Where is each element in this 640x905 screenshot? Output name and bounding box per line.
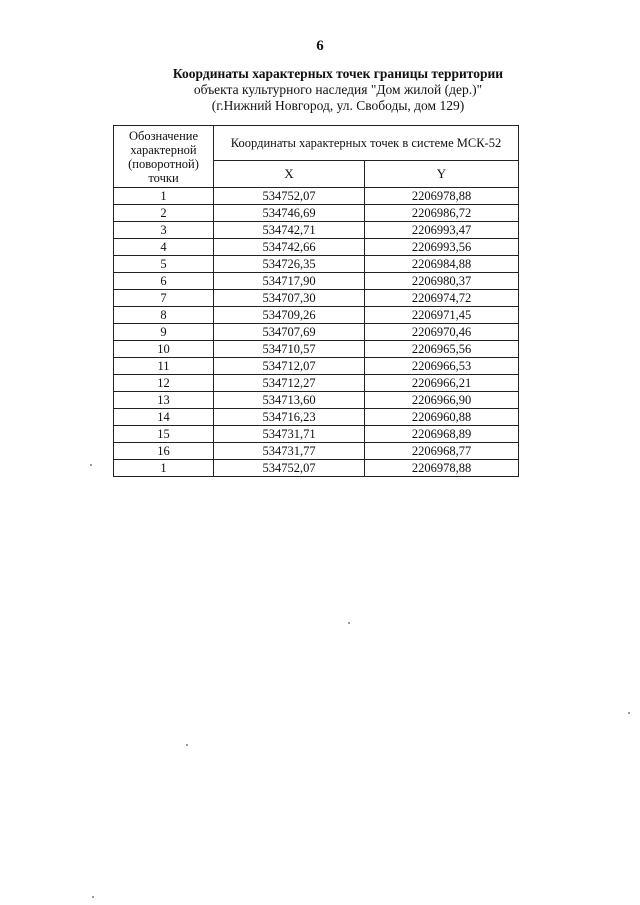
coordinate-system-header: Координаты характерных точек в системе МСК-52	[214, 126, 519, 161]
x-coordinate-cell: 534742,66	[214, 239, 365, 256]
point-number-cell: 3	[114, 222, 214, 239]
y-coordinate-cell: 2206970,46	[365, 324, 519, 341]
x-coordinate-cell: 534726,35	[214, 256, 365, 273]
scan-speck	[186, 744, 188, 746]
point-header-line: (поворотной)	[128, 156, 199, 171]
point-number-cell: 2	[114, 205, 214, 222]
coordinates-table	[113, 125, 519, 477]
document-heading	[0, 66, 640, 114]
y-coordinate-cell: 2206984,88	[365, 256, 519, 273]
x-coordinate-cell: 534717,90	[214, 273, 365, 290]
page-number: 6	[316, 38, 324, 54]
table-row	[114, 290, 519, 307]
point-number-cell: 5	[114, 256, 214, 273]
heading-address: (г.Нижний Новгород, ул. Свободы, дом 129)	[211, 98, 465, 113]
x-coordinate-cell: 534709,26	[214, 307, 365, 324]
x-coordinate-cell: 534752,07	[214, 460, 365, 477]
point-column-header	[114, 126, 214, 188]
table-row	[114, 222, 519, 239]
point-number-cell: 10	[114, 341, 214, 358]
point-number-cell: 13	[114, 392, 214, 409]
table-row	[114, 375, 519, 392]
y-coordinate-cell: 2206980,37	[365, 273, 519, 290]
heading-title: Координаты характерных точек границы территории	[172, 66, 504, 81]
y-coordinate-cell: 2206978,88	[365, 188, 519, 205]
point-number-cell: 11	[114, 358, 214, 375]
table-row	[114, 205, 519, 222]
x-coordinate-cell: 534710,57	[214, 341, 365, 358]
x-coordinate-cell: 534712,07	[214, 358, 365, 375]
y-coordinate-cell: 2206993,47	[365, 222, 519, 239]
point-number-cell: 6	[114, 273, 214, 290]
y-coordinate-cell: 2206966,53	[365, 358, 519, 375]
table-row	[114, 273, 519, 290]
x-coordinate-cell: 534713,60	[214, 392, 365, 409]
x-coordinate-cell: 534716,23	[214, 409, 365, 426]
point-number-cell: 1	[114, 460, 214, 477]
scan-speck	[92, 896, 94, 898]
scan-speck	[90, 464, 92, 466]
x-coordinate-cell: 534731,77	[214, 443, 365, 460]
y-column-header: Y	[365, 161, 519, 188]
x-coordinate-cell: 534731,71	[214, 426, 365, 443]
y-coordinate-cell: 2206968,89	[365, 426, 519, 443]
table-row	[114, 324, 519, 341]
table-row	[114, 358, 519, 375]
y-coordinate-cell: 2206978,88	[365, 460, 519, 477]
table-header-row	[114, 126, 519, 161]
point-number-cell: 7	[114, 290, 214, 307]
table-body	[114, 188, 519, 477]
point-number-cell: 15	[114, 426, 214, 443]
x-coordinate-cell: 534752,07	[214, 188, 365, 205]
x-coordinate-cell: 534707,69	[214, 324, 365, 341]
table-row	[114, 188, 519, 205]
point-number-cell: 1	[114, 188, 214, 205]
table-row	[114, 341, 519, 358]
y-coordinate-cell: 2206966,90	[365, 392, 519, 409]
x-coordinate-cell: 534746,69	[214, 205, 365, 222]
point-number-cell: 4	[114, 239, 214, 256]
point-number-cell: 12	[114, 375, 214, 392]
x-coordinate-cell: 534712,27	[214, 375, 365, 392]
y-coordinate-cell: 2206965,56	[365, 341, 519, 358]
y-coordinate-cell: 2206986,72	[365, 205, 519, 222]
table-row	[114, 443, 519, 460]
y-coordinate-cell: 2206966,21	[365, 375, 519, 392]
x-column-header: X	[214, 161, 365, 188]
point-header-line: Обозначение	[128, 128, 199, 143]
y-coordinate-cell: 2206960,88	[365, 409, 519, 426]
y-coordinate-cell: 2206993,56	[365, 239, 519, 256]
table-row	[114, 460, 519, 477]
table-row	[114, 392, 519, 409]
point-number-cell: 8	[114, 307, 214, 324]
x-coordinate-cell: 534742,71	[214, 222, 365, 239]
heading-object-name: объекта культурного наследия "Дом жилой (дер.)"	[193, 82, 483, 97]
x-coordinate-cell: 534707,30	[214, 290, 365, 307]
scan-speck	[628, 712, 630, 714]
point-number-cell: 14	[114, 409, 214, 426]
point-header-line: характерной	[130, 142, 197, 157]
point-header-line: точки	[148, 170, 179, 185]
table-row	[114, 239, 519, 256]
table-row	[114, 256, 519, 273]
scan-speck	[348, 622, 350, 624]
point-number-cell: 9	[114, 324, 214, 341]
y-coordinate-cell: 2206968,77	[365, 443, 519, 460]
table-row	[114, 409, 519, 426]
y-coordinate-cell: 2206974,72	[365, 290, 519, 307]
y-coordinate-cell: 2206971,45	[365, 307, 519, 324]
table-row	[114, 426, 519, 443]
point-number-cell: 16	[114, 443, 214, 460]
table-row	[114, 307, 519, 324]
